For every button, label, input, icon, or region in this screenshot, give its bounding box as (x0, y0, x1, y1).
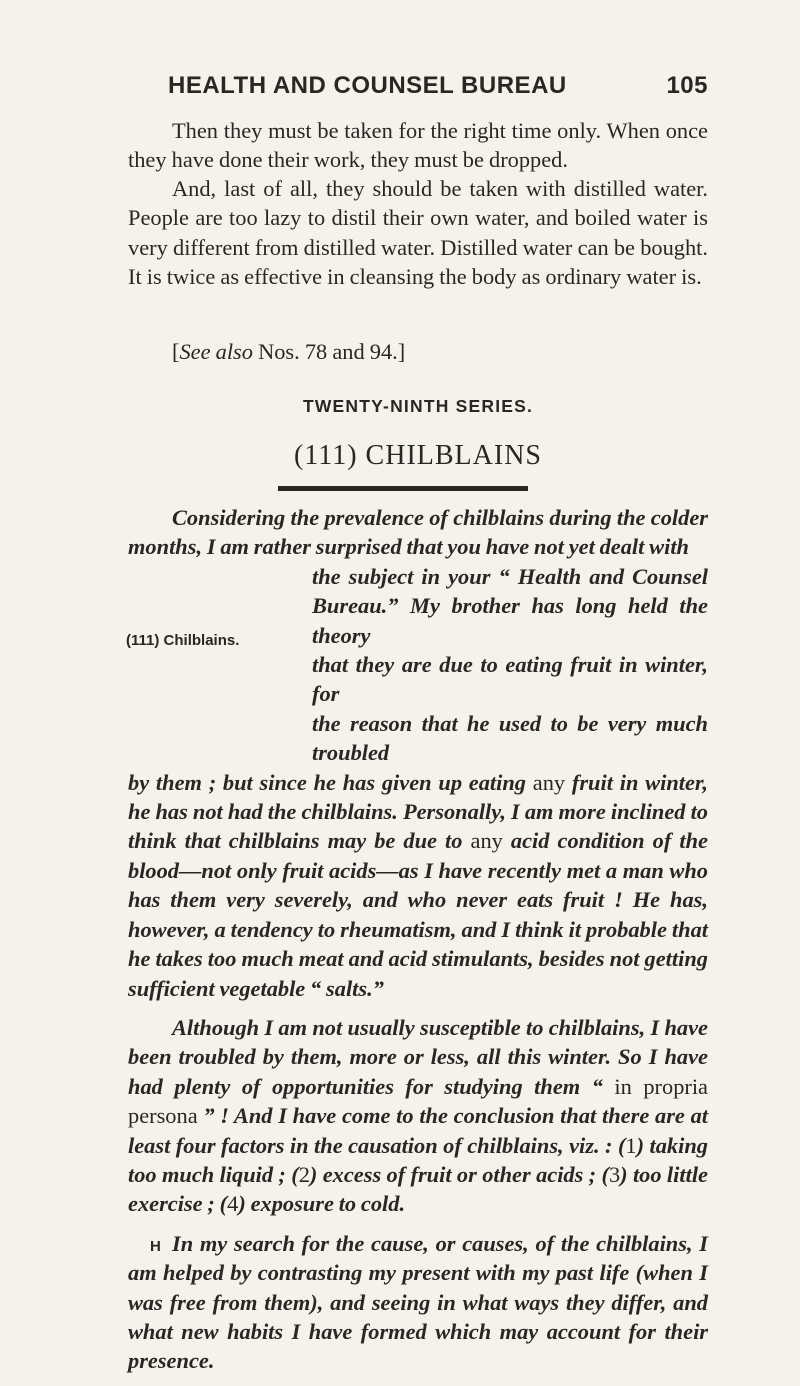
indented-line-2: Bureau.” My brother has long held the theory (312, 593, 708, 648)
running-header (168, 72, 708, 108)
title-underline (278, 486, 528, 491)
margin-note: (111) Chilblains. (126, 632, 240, 649)
paragraph-intro-1: Then they must be taken for the right time only. When once they have done their work, they must be dropped. (128, 118, 708, 173)
signature-mark: H (150, 1238, 161, 1255)
paragraph-intro-2: And, last of all, they should be taken with distilled water. People are too lazy to distil their own water, and boiled water is very different from distilled water. Distilled water can be bought. It is twice as effective in cleansing the body as ordinary water is. (128, 176, 708, 290)
letter-paragraph-2: Although I am not usually susceptible to chilblains, I have been troubled by them, more or less, all this winter. So I have had plenty of opportunities for studying them “ in propria persona ” ! And I have come to the conclusion that there are at least four factors in the causation of chilblains, viz. : (1) taking too much liquid ; (2) excess of fruit or other acids ; (3) too little exercise ; (4) exposure to cold. (128, 1014, 708, 1217)
indented-line-1: the subject in your “ Health and Counsel (312, 563, 708, 589)
indented-line-3: that they are due to eating fruit in winter, for (312, 652, 708, 707)
letter-opening: Considering the prevalence of chilblains during the colder months, I am rather surprised that you have not yet dealt with (128, 505, 708, 560)
letter-paragraph-3: In my search for the cause, or causes, of the chilblains, I am helped by contrasting my present with my past life (when I was free from them), and seeing in what ways they differ, and what new habits I have formed which may account for their presence. (128, 1230, 708, 1374)
series-heading: TWENTY-NINTH SERIES. (302, 396, 534, 416)
letter-paragraph-1: by them ; but since he has given up eating any fruit in winter, he has not had the chilblains. Personally, I am more inclined to think that chilblains may be due to any acid condition of the blood—not only fruit acids—as I have recently met a man who has them very severely, and who never eats fruit ! He has, however, a tendency to rheumatism, and I think it probable that he takes too much meat and acid stimulants, besides not getting sufficient vegetable “ salts.” (128, 769, 709, 1001)
reader-letter (128, 503, 708, 1386)
page-number: 105 (666, 72, 708, 99)
cross-reference: [See also Nos. 78 and 94.] (172, 339, 406, 364)
indented-line-4: the reason that he used to be very much troubled (312, 710, 708, 766)
running-title: HEALTH AND COUNSEL BUREAU (168, 72, 567, 99)
see-also: See also (179, 339, 253, 364)
chapter-title: (111) CHILBLAINS (293, 440, 542, 471)
